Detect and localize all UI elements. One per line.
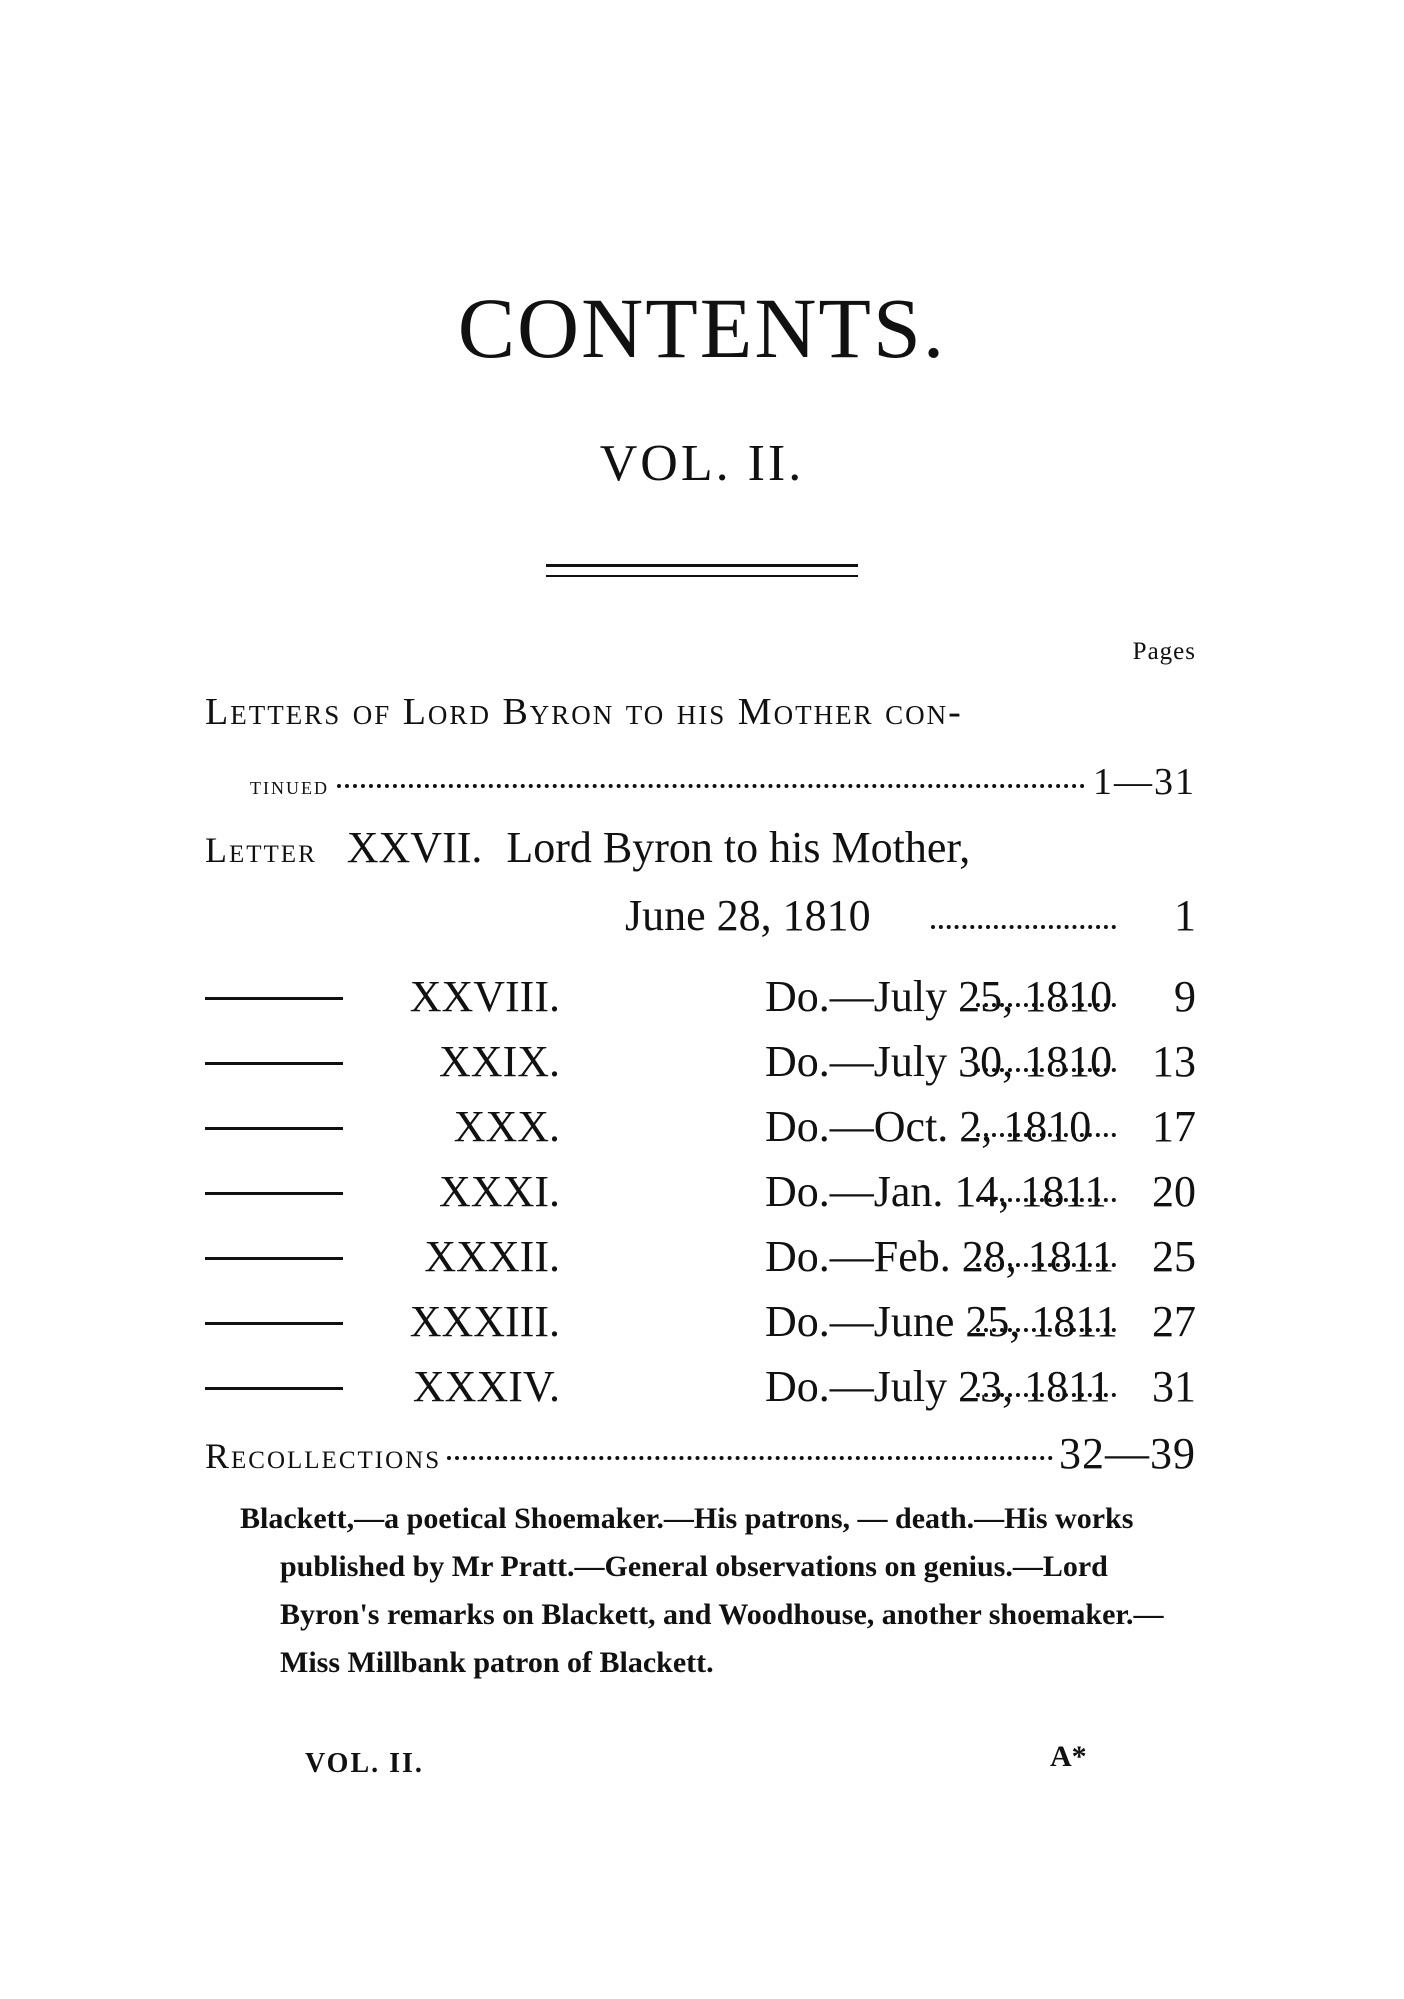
- dot-leader: [931, 925, 1116, 929]
- ditto-dash: [205, 1387, 343, 1390]
- letter-number: XXVIII.: [409, 972, 560, 1021]
- letter-number: XXX.: [453, 1102, 560, 1151]
- dot-leader: [976, 1133, 1116, 1137]
- letter-entry: Do.—Oct. 2, 1810: [765, 1102, 1092, 1151]
- letter-number: XXXII.: [424, 1232, 560, 1281]
- letter-page: 27: [1152, 1297, 1196, 1346]
- signature-mark: A*: [1050, 1740, 1087, 1773]
- page-title: CONTENTS.: [457, 280, 947, 376]
- letter-entry: Do.—June 25, 1811: [765, 1297, 1118, 1346]
- recollections-entry: [205, 1428, 1196, 1479]
- dot-leader: [447, 1456, 1053, 1460]
- ditto-dash: [205, 1062, 343, 1065]
- dot-leader: [976, 1263, 1116, 1267]
- letter-first-date: June 28, 1810: [625, 891, 871, 940]
- double-rule-top: [546, 564, 858, 567]
- letter-number: XXVII.: [346, 823, 483, 872]
- double-rule-bottom: [546, 575, 858, 577]
- letter-row: [205, 1097, 1196, 1157]
- letter-row: [205, 1227, 1196, 1287]
- ditto-dash: [205, 1127, 343, 1130]
- dot-leader: [976, 1393, 1116, 1397]
- dot-leader: [976, 1328, 1116, 1332]
- letter-page: 13: [1152, 1037, 1196, 1086]
- letter-number: XXXIII.: [409, 1297, 560, 1346]
- letter-number: XXXI.: [439, 1167, 560, 1216]
- letter-row: [205, 1162, 1196, 1222]
- letter-row: [205, 1292, 1196, 1352]
- recollections-summary: [240, 1495, 1204, 1687]
- letter-row: [205, 967, 1196, 1027]
- recollections-pages: 32—39: [1059, 1429, 1196, 1478]
- pages-column-label: Pages: [1132, 638, 1196, 665]
- letter-number: XXXIV.: [412, 1362, 560, 1411]
- ditto-dash: [205, 1257, 343, 1260]
- dot-leader: [976, 1198, 1116, 1202]
- letter-entry: Do.—Feb. 28, 1811: [765, 1232, 1115, 1281]
- footer-volume: VOL. II.: [305, 1748, 424, 1779]
- letter-label: Letter: [205, 830, 317, 870]
- letter-page: 9: [1174, 972, 1196, 1021]
- volume-heading: VOL. II.: [599, 435, 805, 492]
- letter-entry: Do.—Jan. 14, 1811: [765, 1167, 1107, 1216]
- ditto-dash: [205, 1192, 343, 1195]
- dot-leader: [976, 1068, 1116, 1072]
- letter-entry: Do.—July 25, 1810: [765, 972, 1113, 1021]
- letter-row: [205, 1357, 1196, 1417]
- dot-leader: [976, 1003, 1116, 1007]
- ditto-dash: [205, 997, 343, 1000]
- letter-entry-first: [205, 822, 970, 873]
- ditto-dash: [205, 1322, 343, 1325]
- section-pages: 1—31: [1093, 761, 1196, 803]
- letter-page: 31: [1152, 1362, 1196, 1411]
- letter-page: 17: [1152, 1102, 1196, 1151]
- section-continued-line: [250, 760, 1196, 804]
- continued-text: tinued: [250, 771, 329, 800]
- letter-entry: Do.—July 30, 1810: [765, 1037, 1113, 1086]
- letter-page: 20: [1152, 1167, 1196, 1216]
- dot-leader: [337, 784, 1085, 788]
- letter-entry: Do.—July 23, 1811: [765, 1362, 1111, 1411]
- letter-row: [205, 1032, 1196, 1092]
- letter-description: Lord Byron to his Mother,: [506, 823, 971, 872]
- recollections-label: Recollections: [205, 1436, 442, 1476]
- summary-text: Blackett,—a poetical Shoemaker.—His patrons, — death.—His works published by Mr Pratt.—General observations on genius.—Lord Byron's remarks on Blackett, and Woodhouse, another shoemaker.—Miss Millbank patron of Blackett.: [240, 1502, 1164, 1679]
- section-heading-letters: Letters of Lord Byron to his Mother con-: [205, 691, 963, 733]
- letter-number: XXIX.: [439, 1037, 560, 1086]
- letter-first-page: 1: [1174, 891, 1196, 940]
- letter-page: 25: [1152, 1232, 1196, 1281]
